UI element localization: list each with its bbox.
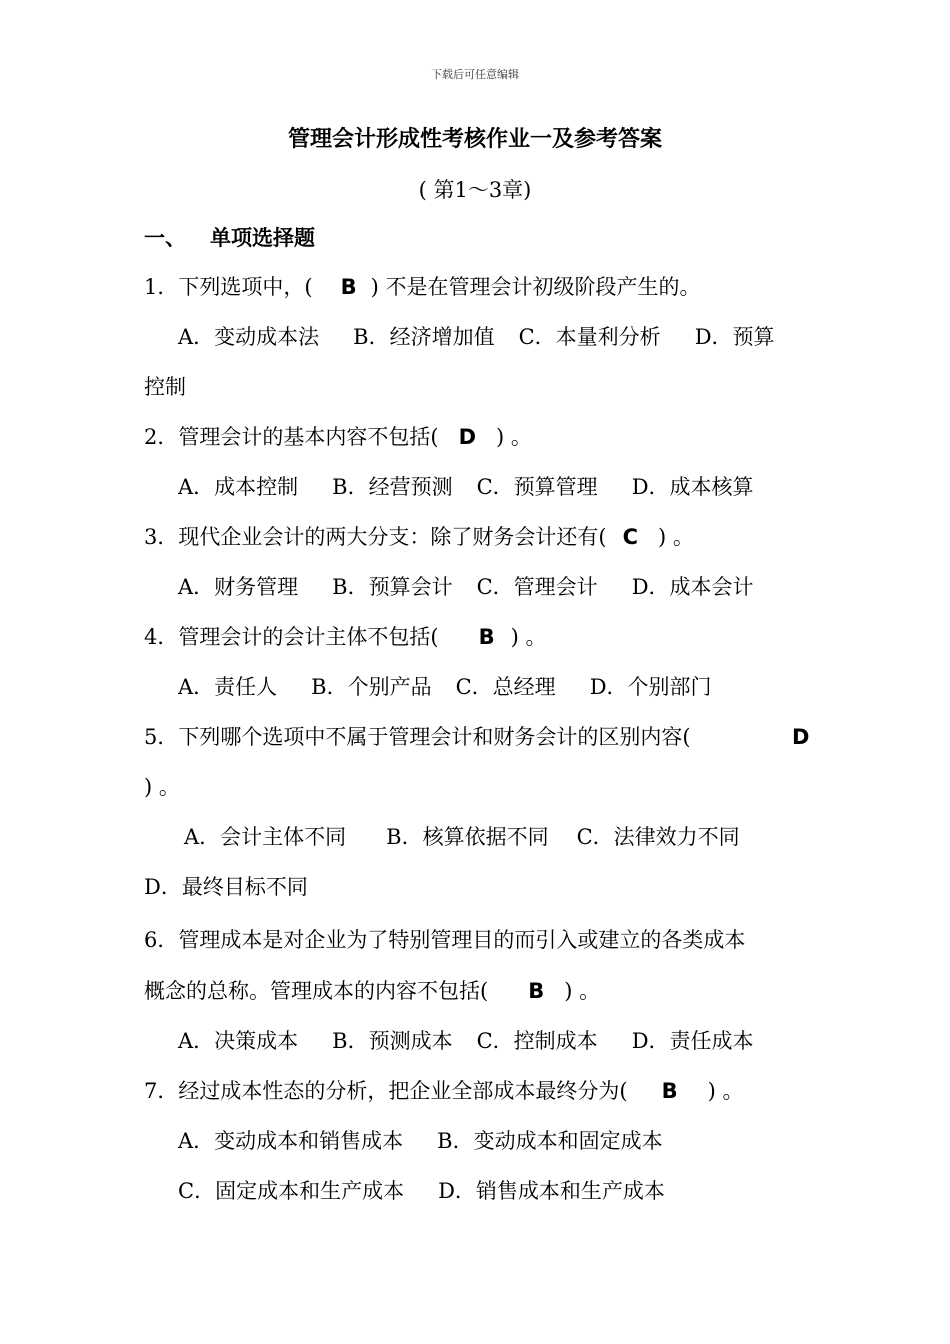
option: C．预算管理 bbox=[476, 475, 598, 499]
option: D．预算 bbox=[694, 325, 775, 349]
question-7-stem: 7．经过成本性态的分析，把企业全部成本最终分为( B ) 。 bbox=[144, 1079, 744, 1103]
question-5-stem: 5．下列哪个选项中不属于管理会计和财务会计的区别内容( D bbox=[144, 722, 808, 752]
option: C．总经理 bbox=[455, 675, 556, 699]
option: B．个别产品 bbox=[311, 675, 432, 699]
question-2-stem: 2．管理会计的基本内容不包括( D ) 。 bbox=[144, 425, 532, 449]
option: C．固定成本和生产成本 bbox=[178, 1179, 405, 1203]
question-6-stem: 概念的总称。管理成本的内容不包括( B ) 。 bbox=[144, 979, 601, 1003]
option: B．经济增加值 bbox=[353, 325, 495, 349]
answer-3: C bbox=[622, 525, 638, 549]
option: D．责任成本 bbox=[631, 1029, 754, 1053]
section-number: 一、 bbox=[144, 226, 186, 250]
question-1-stem: 1．下列选项中，( B ) 不是在管理会计初级阶段产生的。 bbox=[144, 275, 701, 299]
answer-6: B bbox=[528, 979, 545, 1003]
question-1-options bbox=[178, 322, 842, 352]
option: B．核算依据不同 bbox=[386, 825, 549, 849]
option: C．控制成本 bbox=[476, 1029, 598, 1053]
question-4-options bbox=[178, 672, 842, 702]
option: A．变动成本和销售成本 bbox=[178, 1129, 404, 1153]
answer-2: D bbox=[458, 425, 476, 449]
option: C．法律效力不同 bbox=[576, 825, 740, 849]
question-5-options-wrap: D．最终目标不同 bbox=[144, 875, 308, 899]
question-3-options bbox=[178, 572, 842, 602]
option: D．成本核算 bbox=[631, 475, 754, 499]
option: C．管理会计 bbox=[476, 575, 598, 599]
answer-7: B bbox=[661, 1079, 678, 1103]
section-heading bbox=[144, 222, 315, 252]
header-note: 下载后可任意编辑 bbox=[431, 68, 519, 81]
option: A．成本控制 bbox=[178, 475, 299, 499]
option: A．变动成本法 bbox=[178, 325, 320, 349]
question-4-stem: 4．管理会计的会计主体不包括( B ) 。 bbox=[144, 625, 547, 649]
option: A．决策成本 bbox=[178, 1029, 299, 1053]
question-2-options bbox=[178, 472, 842, 502]
answer-5: D bbox=[792, 725, 810, 749]
answer-1: B bbox=[340, 275, 357, 299]
section-title: 单项选择题 bbox=[210, 226, 315, 250]
question-5-options bbox=[184, 822, 848, 852]
option: A．财务管理 bbox=[178, 575, 299, 599]
option: A．责任人 bbox=[178, 675, 278, 699]
option: D．成本会计 bbox=[631, 575, 754, 599]
question-6-options bbox=[178, 1026, 842, 1056]
option: C．本量利分析 bbox=[518, 325, 661, 349]
option: A．会计主体不同 bbox=[184, 825, 347, 849]
page-subtitle: ( 第1～3章) bbox=[418, 178, 532, 202]
option: B．变动成本和固定成本 bbox=[437, 1129, 663, 1153]
question-7-options-line1 bbox=[178, 1126, 842, 1156]
option: D．销售成本和生产成本 bbox=[438, 1179, 665, 1203]
option: D．个别部门 bbox=[589, 675, 712, 699]
option: B．预算会计 bbox=[332, 575, 453, 599]
page-title: 管理会计形成性考核作业一及参考答案 bbox=[287, 127, 662, 152]
option: B．预测成本 bbox=[332, 1029, 453, 1053]
question-5-stem-wrap: ) 。 bbox=[144, 775, 180, 799]
option: B．经营预测 bbox=[332, 475, 453, 499]
question-3-stem: 3．现代企业会计的两大分支：除了财务会计还有( C ) 。 bbox=[144, 525, 694, 549]
question-6-stem-line1: 6．管理成本是对企业为了特别管理目的而引入或建立的各类成本 bbox=[144, 928, 746, 952]
question-1-options-wrap: 控制 bbox=[144, 375, 186, 399]
question-7-options-line2 bbox=[178, 1176, 842, 1206]
answer-4: B bbox=[478, 625, 495, 649]
